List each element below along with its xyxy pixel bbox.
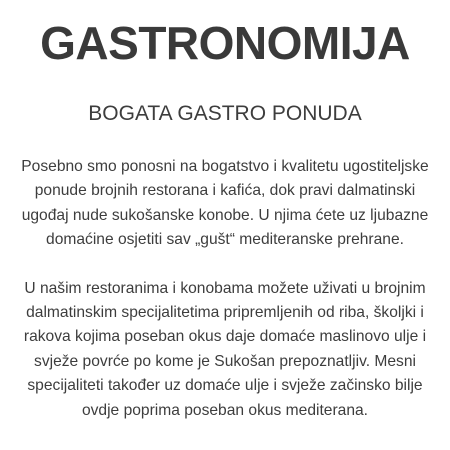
paragraph-line: specijaliteti također uz domaće ulje i svježe začinsko bilje [27, 377, 423, 395]
restaurants-paragraph [4, 277, 446, 423]
page-title: GASTRONOMIJA [40, 17, 410, 69]
paragraph-line: rakova kojima poseban okus daje domaće maslinovo ulje i [23, 328, 427, 346]
paragraph-line: ugođaj nude sukošanske konobe. U njima ćete uz ljubazne [21, 206, 429, 224]
paragraph-line: Posebno smo ponosni na bogatstvo i kvalitetu ugostiteljske [21, 158, 429, 175]
paragraph-line: ponude brojnih restorana i kafića, dok pravi dalmatinski [34, 182, 416, 200]
paragraph-line: U našim restoranima i konobama možete uživati u brojnim [24, 279, 426, 297]
paragraph-line: dalmatinskim specijalitetima pripremljenih od riba, školjki i [26, 304, 424, 322]
paragraph-line: domaćine osjetiti sav „gušt“ mediteranske prehrane. [46, 231, 404, 249]
paragraph-line: ovdje poprima poseban okus mediterana. [81, 401, 369, 419]
intro-paragraph [4, 155, 446, 253]
page-subtitle: BOGATA GASTRO PONUDA [88, 102, 362, 125]
paragraph-line: svježe povrće po kome je Sukošan prepoznatljiv. Mesni [34, 352, 416, 370]
